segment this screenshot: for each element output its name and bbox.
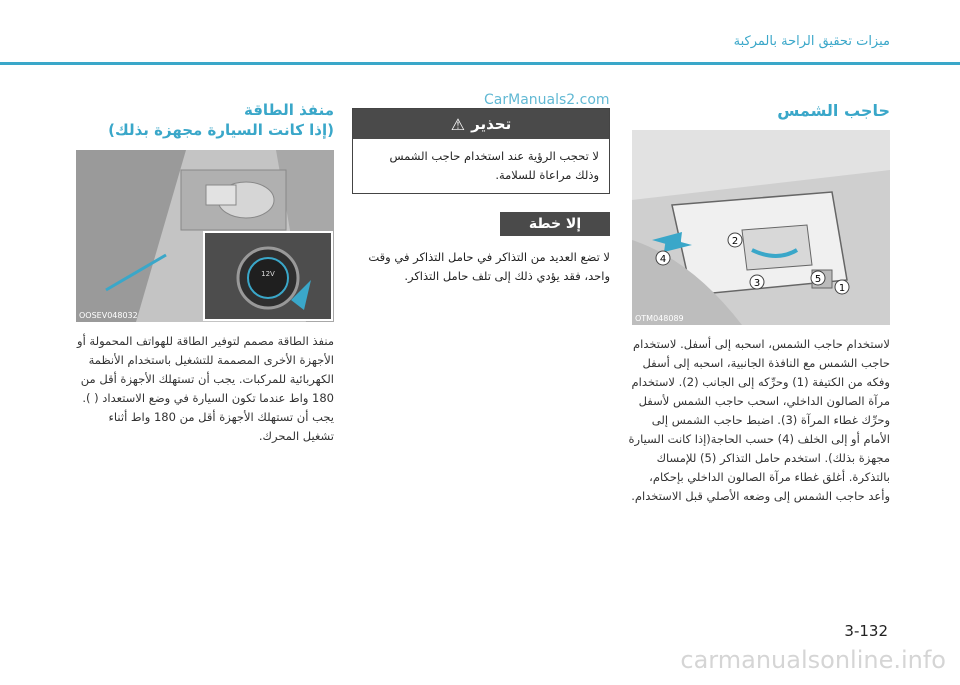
sun-visor-section bbox=[628, 100, 890, 506]
warning-label: تحذير bbox=[471, 115, 512, 133]
label-4: 4 bbox=[659, 254, 667, 265]
label-5: 5 bbox=[814, 274, 822, 285]
header-title: ميزات تحقيق الراحة بالمركبة bbox=[733, 34, 890, 49]
power-outlet-title bbox=[76, 100, 334, 140]
warning-header bbox=[353, 109, 609, 139]
warning-text: لا تحجب الرؤية عند استخدام حاجب الشمس وذلك مراعاة للسلامة. bbox=[389, 149, 599, 182]
sun-visor-text: لاستخدام حاجب الشمس، اسحبه إلى أسفل. لاستخدام حاجب الشمس مع النافذة الجانبية، اسحبه إلى أسفل وفكه من الكتيفة (1) وحرِّكه إلى الجانب (2). لاستخدام مرآة الصالون الداخلي، اسحب حاجب الشمس لأسفل وحرِّك غطاء المرآة (3). اضبط حاجب الشمس إلى الأمام أو إلى الخلف (4) حسب الحاجة(إذا كانت السيارة مجهزة بذلك). استخدم حامل التذاكر (5) للإمساك بالتذكرة. أغلق غطاء مرآة الصالون الداخلي بإحكام، وأعد حاجب الشمس إلى وضعه الأصلي قبل الاستخدام. bbox=[628, 337, 890, 503]
power-outlet-image-caption: OOSEV048032 bbox=[79, 311, 138, 320]
warning-section bbox=[352, 108, 610, 286]
sun-visor-illustration bbox=[632, 130, 890, 325]
power-outlet-section bbox=[76, 100, 334, 446]
label-3: 3 bbox=[753, 278, 761, 289]
sun-visor-title: حاجب الشمس bbox=[777, 101, 890, 120]
power-outlet-illustration bbox=[76, 150, 334, 322]
watermark-bottom[interactable]: carmanualsonline.info bbox=[680, 646, 946, 674]
notice-tag: إلا خطة bbox=[500, 212, 610, 236]
power-outlet-text: منفذ الطاقة مصمم لتوفير الطاقة للهواتف المحمولة أو الأجهزة الأخرى المصممة للتشغيل باستخدام الأنظمة الكهربائية للمركبات. يجب أن تستهلك الأجهزة أقل من 180 واط عندما تكون السيارة في وضع الاستعداد ( ). يجب أن تستهلك الأجهزة أقل من 180 واط أثناء تشغيل المحرك. bbox=[77, 334, 334, 443]
sun-visor-image-caption: OTM048089 bbox=[635, 314, 684, 323]
page-number: 3-132 bbox=[844, 622, 888, 640]
power-outlet-title-line1: منفذ الطاقة bbox=[243, 101, 334, 119]
power-outlet-title-line2: (إذا كانت السيارة مجهزة بذلك) bbox=[108, 121, 334, 139]
notice-text: لا تضع العديد من التذاكر في حامل التذاكر في وقت واحد، فقد يؤدي ذلك إلى تلف حامل التذاكر. bbox=[368, 250, 610, 283]
header-rule bbox=[0, 62, 960, 65]
label-1: 1 bbox=[838, 283, 846, 294]
sun-visor-image bbox=[632, 130, 890, 325]
warning-triangle-icon: ⚠ bbox=[450, 114, 466, 134]
power-outlet-image bbox=[76, 150, 334, 322]
warning-box bbox=[352, 108, 610, 194]
watermark-top[interactable]: CarManuals2.com bbox=[484, 92, 610, 108]
svg-text:12V: 12V bbox=[261, 270, 275, 278]
label-2: 2 bbox=[731, 236, 739, 247]
